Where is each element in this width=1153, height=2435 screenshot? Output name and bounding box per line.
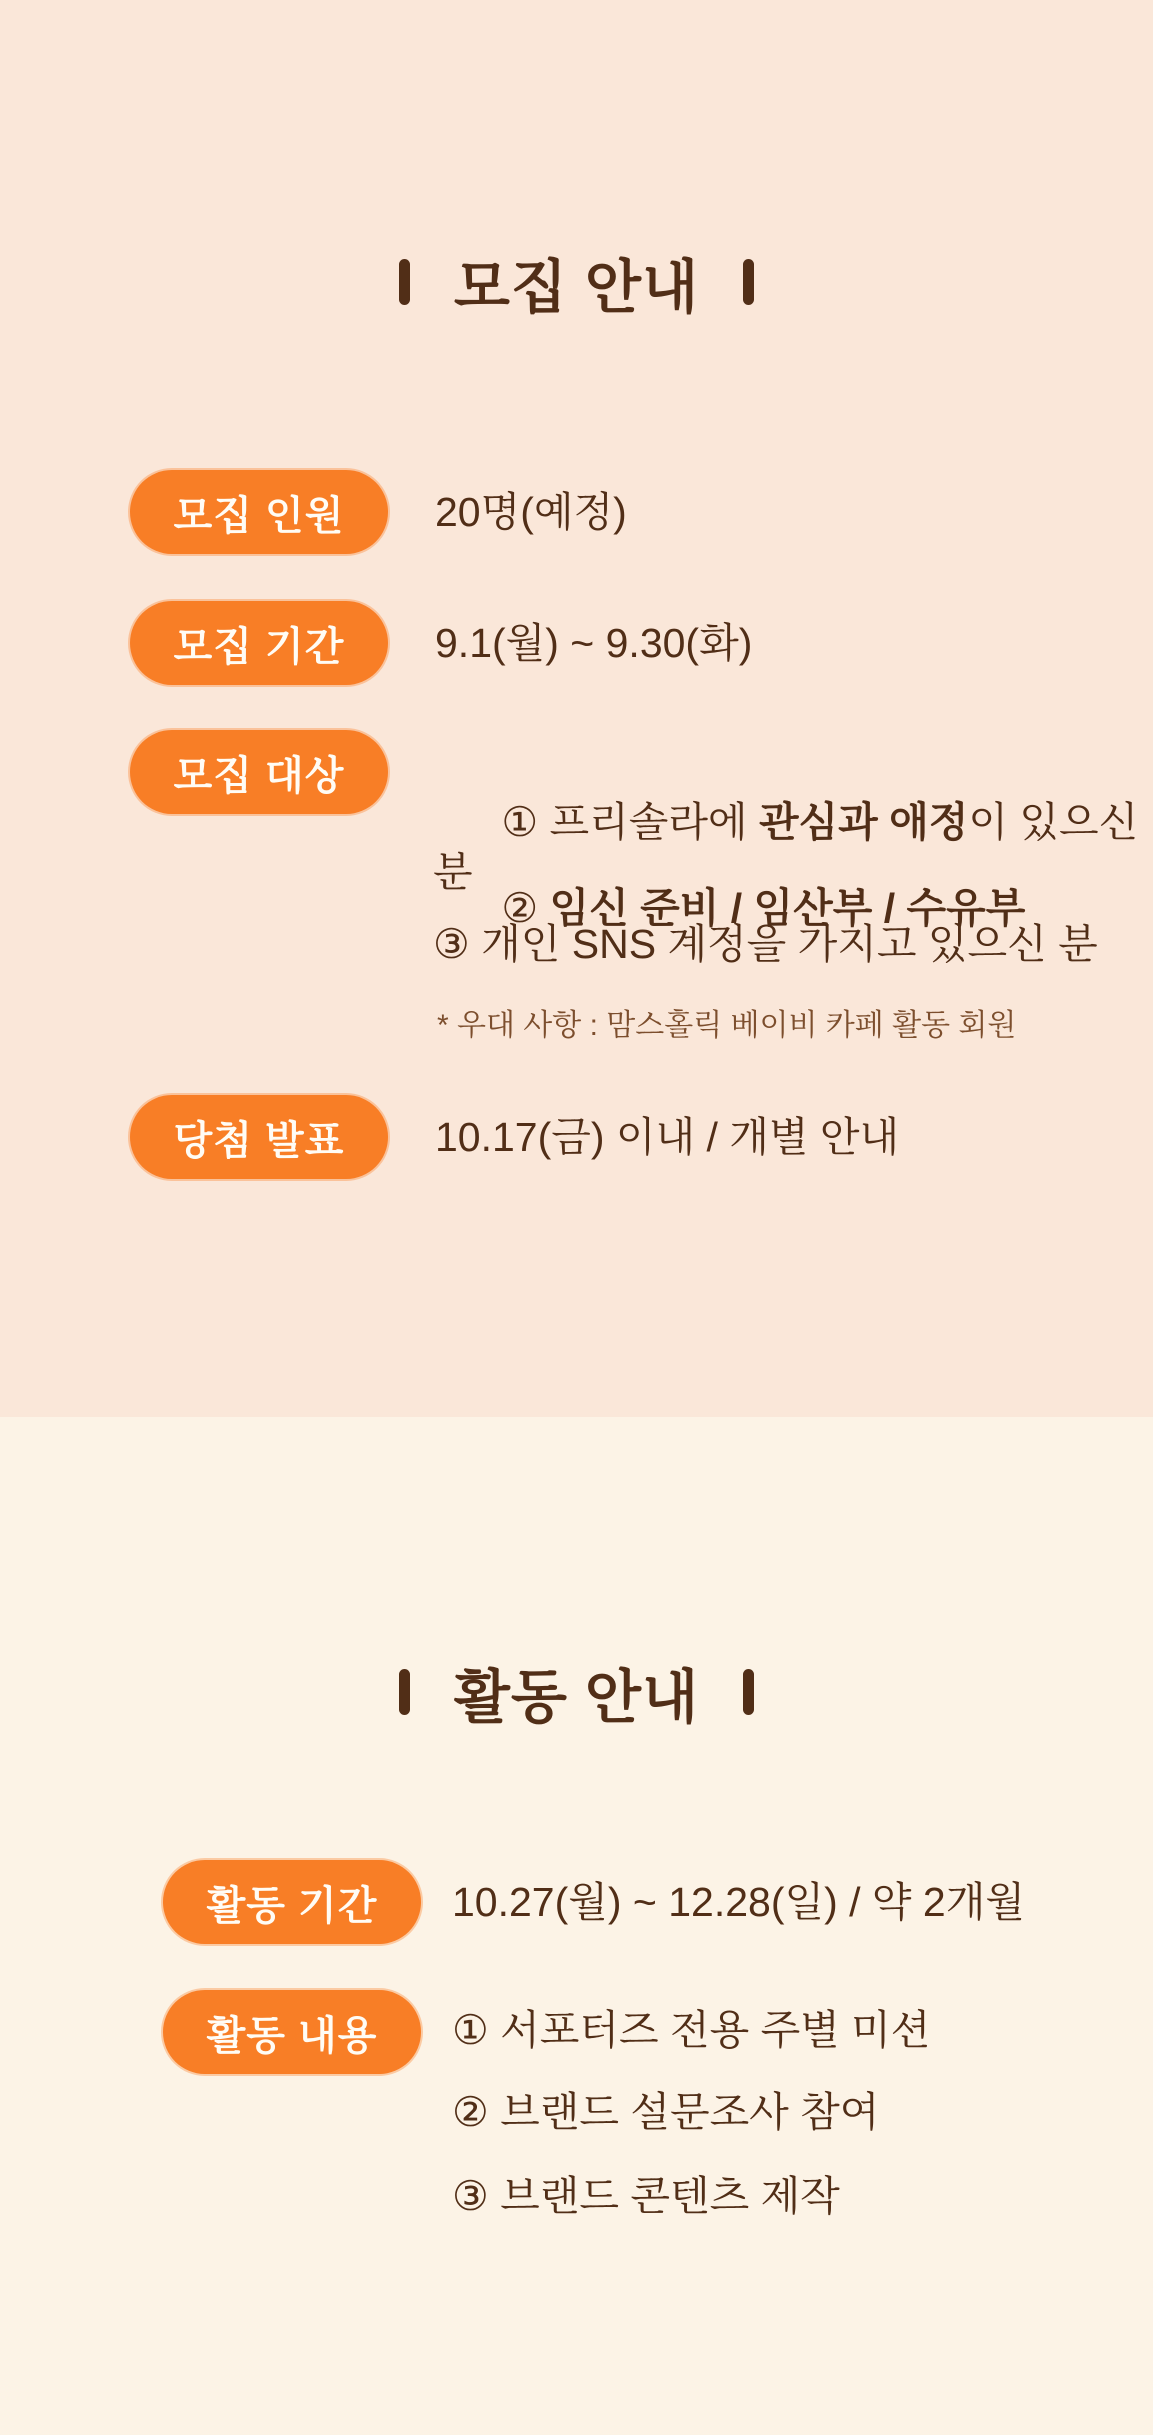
activity-content-item-1: ① 서포터즈 전용 주별 미션: [452, 2007, 931, 2053]
target-item2-bold: 임신 준비 / 임산부 / 수유부: [549, 885, 1026, 931]
badge-recruit-announce-label: 당첨 발표: [173, 1118, 345, 1163]
recruit-section-title: [0, 240, 1153, 324]
badge-activity-content-label: 활동 내용: [206, 2013, 378, 2058]
recruit-target-item-3: ③ 개인 SNS 계정을 가지고 있으신 분: [433, 921, 1098, 967]
badge-recruit-period-label: 모집 기간: [173, 624, 345, 669]
target-item1-pre: ① 프리솔라에: [501, 799, 759, 845]
activity-period-value: 10.27(월) ~ 12.28(일) / 약 2개월: [452, 1879, 1025, 1925]
activity-section: [0, 1417, 1153, 2435]
target-item1-post: 이 있으신 분: [433, 799, 1150, 895]
badge-recruit-announce: [130, 1095, 388, 1179]
recruit-period-value: 9.1(월) ~ 9.30(화): [435, 620, 753, 666]
badge-recruit-period: [130, 601, 388, 685]
badge-activity-period-label: 활동 기간: [206, 1883, 378, 1928]
activity-content-item-2: ② 브랜드 설문조사 참여: [452, 2089, 880, 2135]
badge-recruit-people-label: 모집 인원: [173, 493, 345, 538]
badge-activity-period: [163, 1860, 421, 1944]
recruit-target-note: * 우대 사항 : 맘스홀릭 베이비 카페 활동 회원: [437, 1009, 1017, 1042]
title-bar-left-icon: [399, 259, 410, 305]
target-item1-bold: 관심과 애정: [758, 799, 969, 845]
badge-recruit-target-label: 모집 대상: [173, 753, 345, 798]
recruit-title-text: 모집 안내: [453, 255, 700, 320]
activity-title-text: 활동 안내: [453, 1665, 700, 1730]
target-item2-num: ②: [501, 885, 550, 931]
title-bar-right-icon: [743, 259, 754, 305]
badge-recruit-people: [130, 470, 388, 554]
activity-content-item-3: ③ 브랜드 콘텐츠 제작: [452, 2173, 840, 2219]
title-bar-left-icon: [399, 1669, 410, 1715]
badge-recruit-target: [130, 730, 388, 814]
recruit-announce-value: 10.17(금) 이내 / 개별 안내: [435, 1114, 900, 1160]
title-bar-right-icon: [743, 1669, 754, 1715]
activity-section-title: [0, 1650, 1153, 1734]
badge-activity-content: [163, 1990, 421, 2074]
recruit-people-value: 20명(예정): [435, 489, 627, 535]
